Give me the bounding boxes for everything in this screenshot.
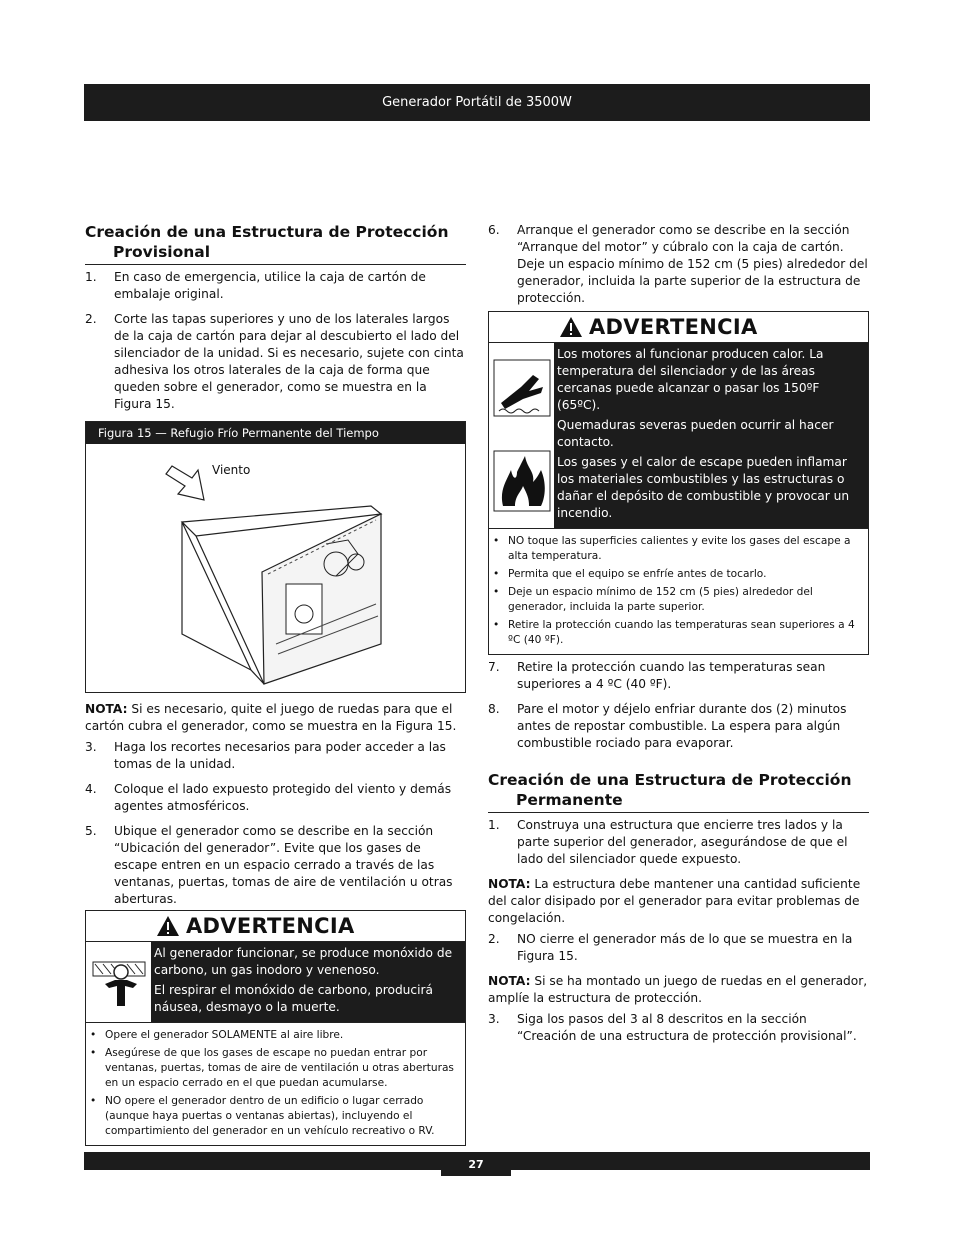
note-heat: NOTA: La estructura debe mantener una cantidad suficiente del calor disipado por el generador para evitar problemas de congelación.: [488, 877, 861, 925]
header-bar: [84, 84, 870, 121]
list-item: • Deje un espacio mínimo de 152 cm (5 pies) alrededor del generador, incluida la parte superior.: [493, 586, 813, 613]
list-item: 4. Coloque el lado expuesto protegido del viento y demás agentes atmosféricos.: [85, 782, 452, 813]
heading-line-2: Permanente: [516, 791, 623, 809]
figure-15: [85, 421, 466, 693]
section-heading-permanent: [488, 770, 869, 813]
document-title: Generador Portátil de 3500W: [382, 95, 572, 110]
warning-triangle-icon: [559, 316, 583, 338]
heading-line-2: Provisional: [113, 243, 211, 261]
list-item: • Retire la protección cuando las temperaturas sean superiores a 4 ºC (40 ºF).: [493, 619, 855, 646]
note-wheels: NOTA: Si es necesario, quite el juego de ruedas para que el cartón cubra el generador, como se muestra en la Figura 15.: [85, 702, 457, 733]
page-number: 27: [441, 1152, 511, 1176]
note-wheels: NOTA: Si se ha montado un juego de ruedas en el generador, amplíe la estructura de protección.: [488, 974, 868, 1005]
list-item: 3. Siga los pasos del 3 al 8 descritos en la sección “Creación de una estructura de protección provisional”.: [488, 1012, 857, 1043]
warning-box-co: [85, 910, 466, 1146]
warning-instructions: [489, 529, 868, 654]
warning-hazard-text: Al generador funcionar, se produce monóxido de carbono, un gas inodoro y venenoso. El respirar el monóxido de carbono, producirá náusea, desmayo o la muerte.: [151, 942, 465, 1022]
list-item: • NO toque las superficies calientes y evite los gases del escape a alta temperatura.: [493, 535, 851, 562]
section-heading-provisional: [85, 222, 466, 265]
left-column: [85, 222, 466, 1146]
heading-line-1: Creación de una Estructura de Protección: [488, 771, 852, 789]
list-item: 1. Construya una estructura que encierre tres lados y la parte superior del generador, asegurándose de que el lado del silenciador quede expuesto.: [488, 818, 848, 866]
list-item: 7. Retire la protección cuando las temperaturas sean superiores a 4 ºC (40 ºF).: [488, 660, 826, 691]
warning-instructions: [86, 1023, 465, 1145]
warning-icons: [86, 942, 151, 1022]
list-item: • NO opere el generador dentro de un edificio o lugar cerrado (aunque haya puertas o ventanas abiertas), incluyendo el compartimiento del generador en un vehículo recreativo o RV.: [90, 1095, 435, 1137]
list-item: 2. Corte las tapas superiores y uno de los laterales largos de la caja de cartón para dejar al descubierto el lado del silenciador de la unidad. Si es necesario, sujete con cinta adhesiva los otros laterales de la caja de forma que queden sobre el generador, como se muestra en la Figura 15.: [85, 312, 464, 411]
list-item: • Opere el generador SOLAMENTE al aire libre.: [90, 1029, 344, 1041]
list-item: 5. Ubique el generador como se describe en la sección “Ubicación del generador”. Evite que los gases de escape entren en un espacio cerrado a través de las ventanas, puertas, tomas de aire de ventilación u otras aberturas.: [85, 824, 453, 906]
heading-line-1: Creación de una Estructura de Protección: [85, 223, 449, 241]
toxic-fumes-icon: [91, 954, 147, 1010]
figure-illustration: [86, 444, 465, 692]
figure-caption: Figura 15 — Refugio Frío Permanente del Tiempo: [86, 422, 465, 444]
warning-hazard-text: Los motores al funcionar producen calor. La temperatura del silenciador y de las áreas cercanas puede alcanzar o pasar los 150ºF (65ºC). Quemaduras severas pueden ocurrir al hacer contacto. Los gases y el calor de escape pueden inflamar los materiales combustibles y las estructuras o dañar el depósito de combustible y provocar un incendio.: [554, 343, 868, 528]
wind-arrow-icon: [166, 466, 204, 500]
list-item: 3. Haga los recortes necesarios para poder acceder a las tomas de la unidad.: [85, 740, 446, 771]
warning-icons: [489, 343, 554, 528]
fire-icon: [493, 450, 551, 512]
generator-shelter-illustration: [86, 444, 467, 692]
list-item: • Permita que el equipo se enfríe antes de tocarlo.: [493, 568, 767, 580]
list-item: 8. Pare el motor y déjelo enfriar durante dos (2) minutos antes de repostar combustible. La espera para algún combustible rociado para evaporar.: [488, 702, 847, 750]
warning-triangle-icon: [156, 915, 180, 937]
right-column: [488, 222, 869, 1053]
warning-box-heat: [488, 311, 869, 655]
list-item: 6. Arranque el generador como se describe en la sección “Arranque del motor” y cúbralo con la caja de cartón. Deje un espacio mínimo de 152 cm (5 pies) alrededor del generador, incluida la parte superior de la estructura de protección.: [488, 223, 868, 305]
warning-title: ADVERTENCIA: [86, 911, 465, 942]
wind-label: Viento: [212, 463, 251, 477]
list-item: 1. En caso de emergencia, utilice la caja de cartón de embalaje original.: [85, 270, 426, 301]
list-item: • Asegúrese de que los gases de escape no puedan entrar por ventanas, puertas, tomas de aire de ventilación u otras aberturas en un espacio cerrado en el que puedan acumularse.: [90, 1047, 454, 1089]
list-item: 2. NO cierre el generador más de lo que se muestra en la Figura 15.: [488, 932, 853, 963]
hot-surface-icon: [493, 359, 551, 417]
warning-title: ADVERTENCIA: [489, 312, 868, 343]
